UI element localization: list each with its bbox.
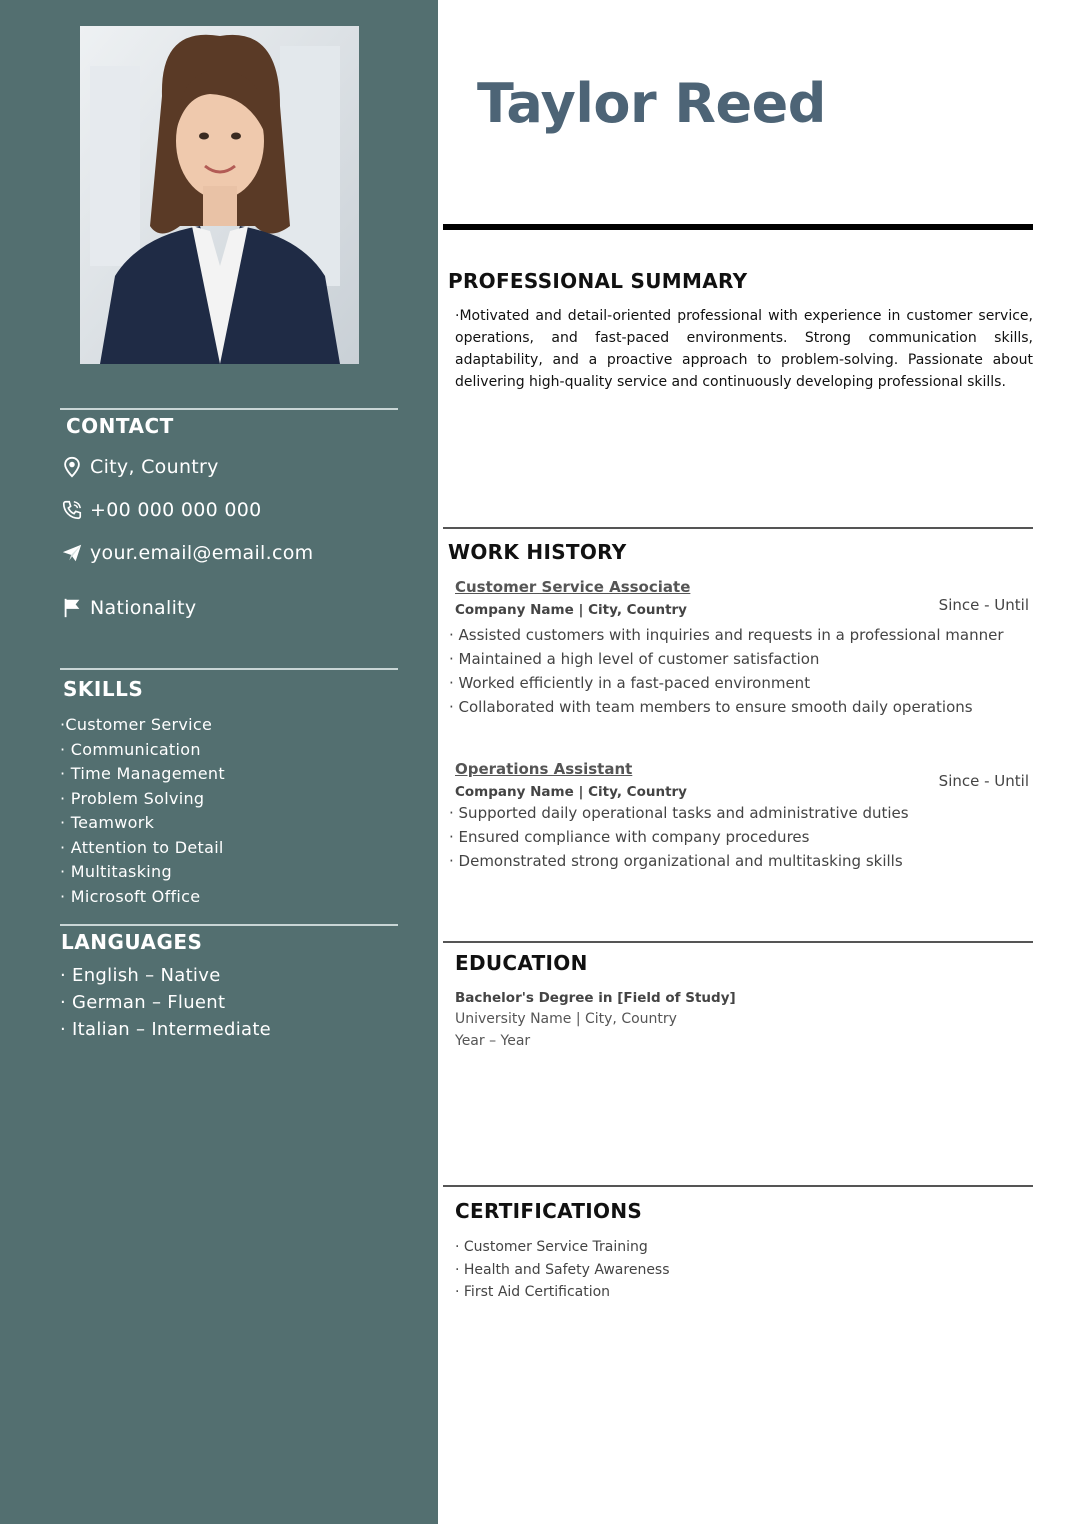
job-bullet: · Demonstrated strong organizational and multitasking skills [449, 852, 903, 870]
skill-item: · Communication [60, 739, 201, 759]
education-degree: Bachelor's Degree in [Field of Study] [455, 990, 736, 1006]
contact-email [60, 538, 313, 568]
candidate-name: Taylor Reed [477, 72, 826, 135]
job-dates: Since - Until [938, 772, 1029, 790]
contact-divider [60, 408, 398, 410]
job-bullets [449, 801, 909, 873]
name-divider [443, 224, 1033, 230]
skill-item: · Attention to Detail [60, 837, 224, 857]
language-item: · German – Fluent [60, 992, 226, 1013]
skill-item: · Teamwork [60, 813, 155, 832]
nationality-text: Nationality [90, 597, 197, 619]
job-title: Customer Service Associate [455, 578, 691, 596]
skill-item: ·Customer Service [60, 715, 213, 734]
sidebar [0, 0, 438, 1524]
education-divider [443, 941, 1033, 943]
skill-item: · Problem Solving [60, 788, 205, 808]
location-pin-icon [60, 455, 84, 479]
flag-icon [60, 596, 84, 620]
skills-list [60, 713, 225, 909]
job-dates: Since - Until [938, 596, 1029, 614]
skill-item: · Microsoft Office [60, 886, 201, 906]
job-bullet: · Supported daily operational tasks and administrative duties [449, 804, 909, 822]
certification-item: · Health and Safety Awareness [455, 1261, 670, 1278]
job-title: Operations Assistant [455, 760, 633, 778]
language-item: · English – Native [60, 965, 221, 986]
job-bullet: · Ensured compliance with company procedures [449, 828, 810, 846]
job-company: Company Name | City, Country [455, 602, 687, 618]
paper-plane-icon [60, 541, 84, 565]
education-school: University Name | City, Country [455, 1011, 677, 1027]
skills-divider [60, 668, 398, 670]
languages-divider [60, 924, 398, 926]
job-company: Company Name | City, Country [455, 784, 687, 800]
certification-item: · First Aid Certification [455, 1284, 611, 1300]
education-heading: EDUCATION [455, 951, 588, 975]
skills-heading: SKILLS [63, 677, 144, 701]
job-bullet: · Maintained a high level of customer satisfaction [449, 650, 820, 668]
job-bullet: · Worked efficiently in a fast-paced environment [449, 674, 811, 692]
summary-heading: PROFESSIONAL SUMMARY [448, 269, 748, 293]
work-heading: WORK HISTORY [448, 540, 627, 564]
phone-text: +00 000 000 000 [90, 499, 262, 521]
job-bullets [449, 623, 1004, 719]
phone-icon [60, 498, 84, 522]
contact-heading: CONTACT [66, 414, 174, 438]
job-bullet: · Assisted customers with inquiries and requests in a professional manner [449, 626, 1004, 644]
language-item: · Italian – Intermediate [60, 1019, 272, 1040]
languages-list [60, 962, 271, 1043]
certifications-divider [443, 1185, 1033, 1187]
languages-heading: LANGUAGES [61, 930, 203, 954]
work-divider [443, 527, 1033, 529]
location-text: City, Country [90, 456, 219, 478]
certification-item: · Customer Service Training [455, 1239, 648, 1255]
job-bullet: · Collaborated with team members to ensure smooth daily operations [449, 698, 973, 716]
education-years: Year – Year [455, 1033, 531, 1049]
contact-location [60, 452, 219, 482]
email-text: your.email@email.com [90, 542, 314, 564]
contact-nationality [60, 593, 196, 623]
certifications-list [455, 1236, 670, 1304]
skill-item: · Multitasking [60, 862, 172, 881]
summary-text: ·Motivated and detail-oriented professional with experience in customer service, operations, and fast-paced environments. Strong communication skills, adaptability, and a proactive approach to problem-solving. Passionate about delivering high-quality service and continuously developing professional skills. [455, 308, 1033, 390]
certifications-heading: CERTIFICATIONS [455, 1199, 643, 1223]
contact-phone [60, 495, 262, 525]
profile-photo [80, 26, 359, 364]
skill-item: · Time Management [60, 764, 225, 783]
